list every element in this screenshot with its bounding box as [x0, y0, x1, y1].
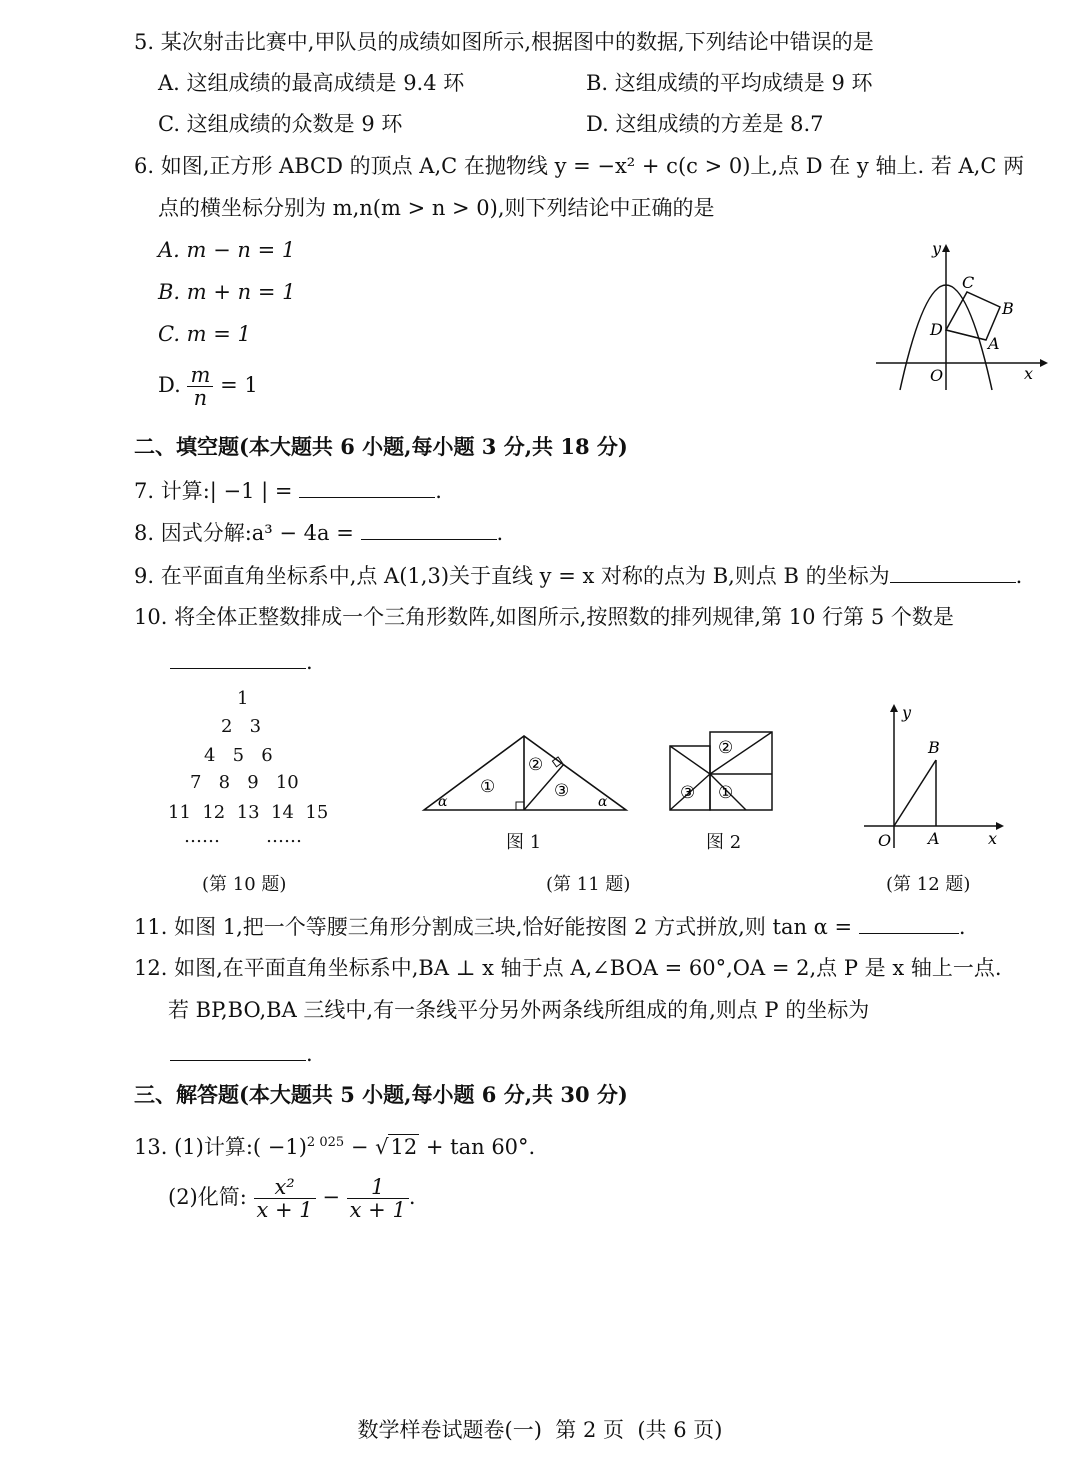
figure-11-caption: (第 11 题) — [546, 874, 631, 895]
q11-text: 11. 如图 1,把一个等腰三角形分割成三块,恰好能按图 2 方式拼放,则 tan α = — [134, 915, 853, 939]
q13-f2-denominator: x + 1 — [349, 1198, 406, 1222]
fig11-fig2-piece-1: ① — [718, 783, 734, 803]
q13-part1 — [134, 1130, 535, 1160]
q9-period: . — [1015, 564, 1023, 588]
q6-fig-point-d: D — [930, 320, 943, 339]
q13-part1-pre: 13. (1)计算:( −1) — [134, 1135, 307, 1159]
q13-part1-post: + tan 60°. — [419, 1135, 536, 1159]
q5-option-c: C. 这组成绩的众数是 9 环 — [158, 112, 403, 136]
q13-fraction-1 — [254, 1176, 316, 1221]
q6-fig-x-label: x — [1024, 364, 1034, 383]
fig11-fig2-piece-3: ③ — [680, 783, 696, 803]
q11-period: . — [958, 915, 966, 939]
q8-text: 8. 因式分解:a³ − 4a = — [134, 521, 354, 545]
q13-part2 — [168, 1176, 416, 1221]
q6-fig-point-c: C — [962, 273, 975, 292]
q13-minus: − — [344, 1135, 376, 1159]
q12-answer-blank[interactable] — [170, 1040, 306, 1061]
fig11-alpha-left: α — [438, 794, 448, 810]
q13-part2-post: . — [408, 1185, 416, 1209]
q12-line1: 12. 如图,在平面直角坐标系中,BA ⊥ x 轴于点 A,∠BOA = 60°,OA = 2,点 P 是 x 轴上一点. — [134, 956, 1002, 980]
q13-radicand: 12 — [390, 1135, 418, 1159]
fig12-origin-label: O — [878, 831, 892, 850]
q10-stem: 10. 将全体正整数排成一个三角形数阵,如图所示,按照数的排列规律,第 10 行第 5 个数是 — [134, 605, 954, 629]
section-2-title: 二、填空题(本大题共 6 小题,每小题 3 分,共 18 分) — [134, 434, 628, 459]
q6-fig-point-a: A — [988, 334, 1000, 353]
q12-answer-line — [170, 1040, 313, 1067]
q11-answer-blank[interactable] — [859, 913, 959, 934]
triangle-dots-left: …… — [184, 826, 220, 847]
triangle-row-1: 1 — [237, 688, 249, 709]
triangle-row-2: 2 3 — [221, 716, 262, 737]
q12-line2: 若 BP,BO,BA 三线中,有一条线平分另外两条线所组成的角,则点 P 的坐标为 — [168, 998, 870, 1022]
q13-f1-numerator: x² — [254, 1176, 316, 1199]
q6-fig-point-b: B — [1002, 299, 1014, 318]
q6-figure — [870, 240, 1050, 400]
q7 — [134, 477, 442, 504]
figure-11 — [418, 728, 788, 828]
q9-answer-blank[interactable] — [890, 562, 1016, 583]
q11 — [134, 913, 966, 940]
q6-option-c: C. m = 1 — [158, 322, 251, 346]
q6-d-denominator: n — [193, 386, 208, 410]
q10-period: . — [306, 650, 313, 674]
q8-period: . — [496, 521, 504, 545]
q13-part2-pre: (2)化简: — [168, 1185, 247, 1209]
q5-stem: 5. 某次射击比赛中,甲队员的成绩如图所示,根据图中的数据,下列结论中错误的是 — [134, 30, 874, 54]
q7-period: . — [435, 479, 442, 503]
q6-option-a: A. m − n = 1 — [158, 238, 296, 262]
q10-answer-line — [170, 648, 313, 675]
q6-stem-line2: 点的横坐标分别为 m,n(m > n > 0),则下列结论中正确的是 — [158, 196, 715, 220]
triangle-row-3: 4 5 6 — [204, 745, 273, 766]
q13-f1-denominator: x + 1 — [256, 1198, 313, 1222]
fig12-x-label: x — [988, 829, 998, 848]
q6-d-numerator: m — [187, 364, 213, 387]
fig12-point-b: B — [928, 738, 940, 757]
sqrt-icon: √ — [375, 1135, 389, 1159]
q9-text: 9. 在平面直角坐标系中,点 A(1,3)关于直线 y = x 对称的点为 B,则点 B 的坐标为 — [134, 564, 890, 588]
q5-option-b: B. 这组成绩的平均成绩是 9 环 — [586, 71, 873, 95]
triangle-row-4: 7 8 9 10 — [190, 772, 299, 793]
q5-option-a: A. 这组成绩的最高成绩是 9.4 环 — [158, 71, 465, 95]
figure-11-label-2: 图 2 — [706, 832, 742, 853]
fig12-y-label: y — [902, 703, 912, 722]
q6-option-b: B. m + n = 1 — [158, 280, 296, 304]
figure-12-caption: (第 12 题) — [886, 874, 971, 895]
fig11-alpha-right: α — [598, 794, 608, 810]
q9 — [134, 562, 1022, 589]
q6-fig-y-label: y — [932, 240, 942, 258]
fig12-point-a: A — [928, 829, 940, 848]
triangle-dots-right: …… — [266, 826, 302, 847]
q13-fraction-2 — [347, 1176, 409, 1221]
q7-answer-blank[interactable] — [299, 477, 435, 498]
figure-10-caption: (第 10 题) — [202, 874, 287, 895]
q12-period: . — [306, 1042, 313, 1066]
section-3-title: 三、解答题(本大题共 5 小题,每小题 6 分,共 30 分) — [134, 1082, 628, 1107]
q6-option-d-tail: = 1 — [220, 373, 258, 397]
q5-option-d: D. 这组成绩的方差是 8.7 — [586, 112, 824, 136]
q6-option-d-label: D. — [158, 373, 181, 397]
figure-11-label-1: 图 1 — [506, 832, 542, 853]
page-footer: 数学样卷试题卷(一) 第 2 页 (共 6 页) — [357, 1418, 723, 1442]
q6-option-d-fraction — [187, 364, 213, 409]
q8 — [134, 519, 503, 546]
q7-text: 7. 计算:| −1 | = — [134, 479, 293, 503]
q6-stem-line1: 6. 如图,正方形 ABCD 的顶点 A,C 在抛物线 y = −x² + c(c > 0)上,点 D 在 y 轴上. 若 A,C 两 — [134, 154, 1025, 178]
figure-12 — [860, 698, 1010, 858]
triangle-row-5: 11 12 13 14 15 — [168, 802, 329, 823]
q6-option-d — [158, 364, 258, 409]
fig11-piece-1: ① — [480, 777, 496, 797]
fig11-piece-2: ② — [528, 755, 544, 775]
q10-answer-blank[interactable] — [170, 648, 306, 669]
q6-fig-origin-label: O — [930, 366, 944, 385]
q8-answer-blank[interactable] — [361, 519, 497, 540]
fig11-fig2-piece-2: ② — [718, 738, 734, 758]
fig11-piece-3: ③ — [554, 781, 570, 801]
q13-exponent: 2 025 — [306, 1135, 345, 1150]
q13-f2-numerator: 1 — [347, 1176, 409, 1199]
q13-minus-sign: − — [322, 1185, 340, 1209]
